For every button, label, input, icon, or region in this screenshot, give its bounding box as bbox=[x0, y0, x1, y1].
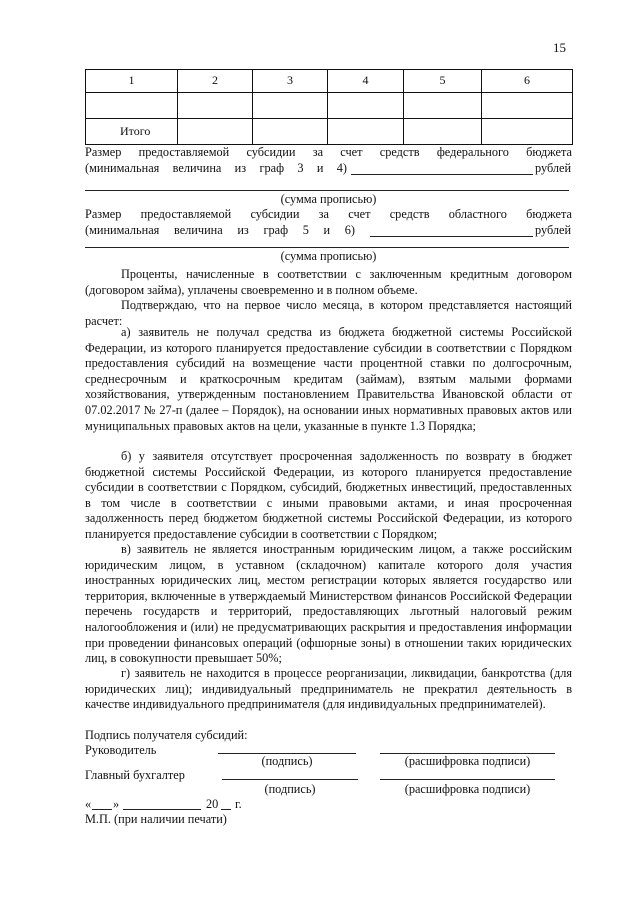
accountant-signature-caption: (подпись) bbox=[264, 782, 316, 796]
interest-paragraph: Проценты, начисленные в соответствии с заключенным кредитным договором (договором займа), уплачены своевременно и в полном объеме. bbox=[85, 267, 572, 297]
table-header-cell: 4 bbox=[328, 70, 404, 93]
year-blank[interactable] bbox=[221, 809, 231, 810]
accountant-decoding-caption: (расшифровка подписи) bbox=[404, 782, 531, 796]
table-cell bbox=[404, 119, 482, 145]
clause-g: г) заявитель не находится в процессе реорганизации, ликвидации, банкротства (для юридических лиц); индивидуальный предприниматель не прекратил деятельность в качестве индивидуального предпринимателя (для индивидуальных предпринимателей). bbox=[85, 666, 572, 712]
total-label: Итого bbox=[86, 119, 178, 145]
federal-subsidy-note: (минимальная величина из граф 3 и 4) bbox=[85, 161, 347, 175]
clause-a: а) заявитель не получал средства из бюджета бюджетной системы Российской Федерации, из которого планируется предоставление субсидии в соответствии с Порядком предоставления субсидий на возмещение части процентной ставки по долгосрочным, среднесрочным и краткосрочным кредитам (займам), взятым малыми формами хозяйствования, утвержденным постановлением Правительства Ивановской области от 07.02.2017 № 27-п (далее – Порядок), на основании иных нормативных правовых актов или муниципальных правовых актов на цели, указанные в пункте 1.3 Порядка; bbox=[85, 325, 572, 433]
head-signature-caption: (подпись) bbox=[261, 754, 313, 768]
table-header-row bbox=[86, 70, 573, 93]
table-cell bbox=[328, 119, 404, 145]
table-header-cell: 3 bbox=[253, 70, 328, 93]
table-cell bbox=[482, 93, 573, 119]
head-label: Руководитель bbox=[85, 743, 157, 757]
regional-subsidy-line: Размер предоставляемой субсидии за счет средств областного бюджета bbox=[85, 207, 572, 221]
table-header-cell: 1 bbox=[86, 70, 178, 93]
page-number: 15 bbox=[553, 40, 566, 55]
table-header-cell: 5 bbox=[404, 70, 482, 93]
confirm-paragraph: Подтверждаю, что на первое число месяца, в котором представляется настоящий расчет: bbox=[85, 298, 572, 328]
accountant-signature-blank[interactable] bbox=[222, 779, 358, 780]
date-line bbox=[85, 797, 285, 813]
federal-subsidy-line: Размер предоставляемой субсидии за счет средств федерального бюджета bbox=[85, 145, 572, 159]
regional-subsidy-amount-line bbox=[85, 223, 572, 239]
calculation-table bbox=[85, 69, 573, 145]
signature-heading: Подпись получателя субсидий: bbox=[85, 728, 248, 742]
regional-amount-blank[interactable] bbox=[370, 236, 533, 237]
table-total-row bbox=[86, 119, 573, 145]
date-open-quote: « bbox=[85, 797, 92, 811]
date-close-quote: » bbox=[113, 797, 120, 811]
regional-words-blank[interactable] bbox=[85, 247, 569, 248]
table-cell bbox=[404, 93, 482, 119]
table-row bbox=[86, 93, 573, 119]
federal-currency: рублей bbox=[535, 161, 572, 175]
table-cell bbox=[178, 93, 253, 119]
seal-note: М.П. (при наличии печати) bbox=[85, 812, 227, 826]
federal-subsidy-amount-line bbox=[85, 161, 572, 177]
table-cell bbox=[482, 119, 573, 145]
table-cell bbox=[328, 93, 404, 119]
year-suffix: г. bbox=[235, 797, 242, 811]
table-cell bbox=[253, 93, 328, 119]
day-blank[interactable] bbox=[92, 809, 112, 810]
table-cell bbox=[86, 93, 178, 119]
accountant-label: Главный бухгалтер bbox=[85, 768, 185, 782]
regional-currency: рублей bbox=[535, 223, 572, 237]
month-blank[interactable] bbox=[123, 809, 201, 810]
table-header-cell: 2 bbox=[178, 70, 253, 93]
clause-v: в) заявитель не является иностранным юридическим лицом, а также российским юридическим лицом, в уставном (складочном) капитале которого доля участия иностранных юридических лиц, местом регистрации которых является государство или территория, включенные в утверждаемый Министерством финансов Российской Федерации перечень государств и территорий, предоставляющих льготный налоговый режим налогообложения и (или) не предусматривающих раскрытия и предоставления информации при проведении финансовых операций (офшорные зоны) в отношении таких юридических лиц, в совокупности превышает 50%; bbox=[85, 542, 572, 666]
table-cell bbox=[253, 119, 328, 145]
federal-words-blank[interactable] bbox=[85, 190, 569, 191]
federal-amount-blank[interactable] bbox=[351, 174, 533, 175]
regional-words-caption: (сумма прописью) bbox=[280, 249, 377, 263]
federal-words-caption: (сумма прописью) bbox=[280, 192, 377, 206]
accountant-decoding-blank[interactable] bbox=[380, 779, 555, 780]
clause-b: б) у заявителя отсутствует просроченная задолженность по возврату в бюджет бюджетной системы Российской Федерации, из которого планируется предоставление субсидии в соответствии с Порядком, субсидий, бюджетных инвестиций, предоставленных в том числе в соответствии с иными правовыми актами, и иная просроченная задолженность перед бюджетом бюджетной системы Российской Федерации, из которого планируется предоставление субсидии в соответствии с Порядком; bbox=[85, 449, 572, 541]
regional-subsidy-note: (минимальная величина из граф 5 и 6) bbox=[85, 223, 355, 237]
year-prefix: 20 bbox=[206, 797, 219, 811]
head-decoding-caption: (расшифровка подписи) bbox=[404, 754, 531, 768]
table-header-cell: 6 bbox=[482, 70, 573, 93]
table-cell bbox=[178, 119, 253, 145]
